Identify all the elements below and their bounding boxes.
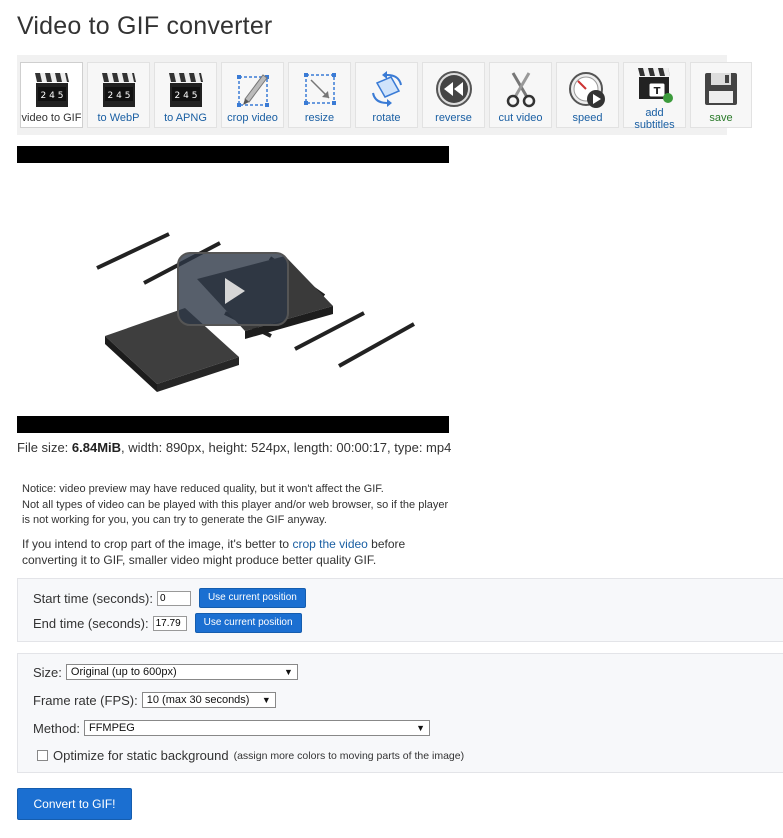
optimize-checkbox[interactable] [37, 750, 48, 761]
method-row [33, 720, 430, 736]
play-icon [179, 254, 291, 328]
tool-rotate[interactable] [355, 62, 418, 128]
fps-label: Frame rate (FPS): [33, 692, 138, 708]
size-label: Size: [33, 664, 62, 680]
method-label: Method: [33, 720, 80, 736]
tool-cut-video[interactable] [489, 62, 552, 128]
clapper-text: 2 4 5 [174, 91, 197, 101]
video-player[interactable] [17, 146, 449, 433]
page-title: Video to GIF converter [17, 12, 273, 40]
options-panel [17, 653, 783, 773]
clapper-apng-icon [155, 69, 216, 111]
size-row [33, 664, 298, 680]
tool-label: save [709, 112, 733, 124]
resize-icon [289, 69, 350, 111]
letterbox-bottom [17, 416, 449, 433]
time-panel [17, 578, 783, 642]
tool-label: resize [304, 112, 335, 124]
dropdown-arrow-icon: ▼ [283, 667, 293, 677]
method-select[interactable] [84, 720, 430, 736]
tool-crop-video[interactable] [221, 62, 284, 128]
end-time-label: End time (seconds): [33, 615, 149, 631]
file-info [17, 440, 451, 455]
tool-save[interactable] [690, 62, 752, 128]
clapper-webp-icon [88, 69, 149, 111]
start-use-current-button[interactable]: Use current position [199, 588, 306, 608]
dropdown-arrow-icon: ▼ [416, 723, 425, 733]
tool-to-apng[interactable] [154, 62, 217, 128]
speed-icon [557, 69, 618, 111]
notice-line: Notice: video preview may have reduced quality, but it won't affect the GIF. [22, 483, 384, 495]
clapper-text: 2 4 5 [40, 91, 63, 101]
tool-video-to-gif[interactable] [20, 62, 83, 128]
file-details: , width: 890px, height: 524px, length: 00:00:17, type: mp4 [121, 440, 452, 455]
crop-tip [22, 536, 462, 568]
scissors-icon [490, 69, 551, 111]
tool-label: cut video [498, 112, 543, 124]
floppy-disk-icon [691, 69, 751, 111]
tool-label: video to GIF [21, 112, 82, 124]
crop-video-link[interactable]: crop the video [292, 537, 368, 551]
reverse-icon [423, 69, 484, 111]
tool-label: crop video [227, 112, 278, 124]
notice-line: is not working for you, you can try to generate the GIF anyway. [22, 514, 327, 526]
tool-label: reverse [435, 112, 472, 124]
end-use-current-button[interactable]: Use current position [195, 613, 302, 633]
end-time-input[interactable] [153, 616, 187, 631]
tool-label: to APNG [164, 112, 207, 124]
notice-line: Not all types of video can be played with this player and/or web browser, so if the player [22, 498, 449, 511]
notice-text [22, 482, 492, 529]
tool-to-webp[interactable] [87, 62, 150, 128]
clapper-gif-icon [21, 69, 82, 111]
tool-label: rotate [372, 112, 401, 124]
tool-toolbar [17, 55, 733, 135]
tip-text: before converting it to GIF, smaller video might produce better quality GIF. [22, 537, 406, 567]
convert-to-gif-button[interactable]: Convert to GIF! [17, 788, 132, 820]
optimize-row [37, 748, 464, 763]
start-time-row [33, 588, 306, 608]
end-time-row [33, 613, 302, 633]
play-button[interactable] [177, 252, 289, 326]
fps-row [33, 692, 276, 708]
tool-resize[interactable] [288, 62, 351, 128]
tool-reverse[interactable] [422, 62, 485, 128]
start-time-label: Start time (seconds): [33, 590, 153, 606]
fps-select[interactable] [142, 692, 276, 708]
size-select-value: Original (up to 600px) [70, 666, 177, 678]
dropdown-arrow-icon: ▼ [261, 695, 271, 705]
file-size-value: 6.84MiB [71, 440, 122, 455]
tool-label: speed [572, 112, 603, 124]
file-size-label: File size: [17, 440, 72, 455]
tool-speed[interactable] [556, 62, 619, 128]
start-time-input[interactable] [157, 591, 191, 606]
clapper-text: 2 4 5 [107, 91, 130, 101]
fps-select-value: 10 (max 30 seconds) [146, 694, 250, 706]
optimize-label: Optimize for static background [53, 748, 229, 763]
optimize-note: (assign more colors to moving parts of the image) [233, 749, 465, 762]
rotate-icon [356, 69, 417, 111]
tip-text: If you intend to crop part of the image, it's better to [22, 537, 293, 551]
tool-add-subtitles[interactable] [623, 62, 686, 131]
size-select[interactable] [66, 664, 298, 680]
tool-label: add subtitles [634, 107, 675, 131]
subtitle-badge: T [653, 86, 660, 97]
subtitles-icon [624, 65, 685, 107]
tool-label: to WebP [97, 112, 140, 124]
method-select-value: FFMPEG [88, 722, 135, 734]
crop-icon [222, 69, 283, 111]
